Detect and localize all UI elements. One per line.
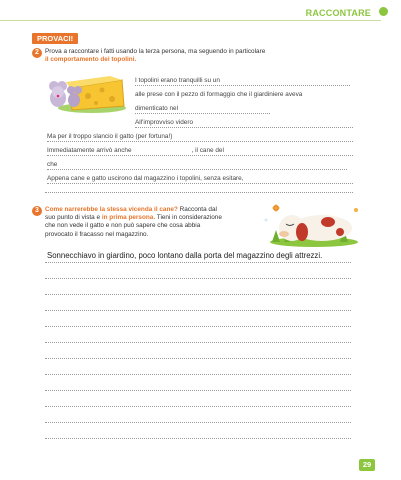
answer-line-11[interactable]: [45, 422, 351, 423]
exercise-3-number: 3: [32, 206, 42, 216]
section-title: RACCONTARE: [305, 8, 371, 18]
header-dot-icon: [379, 7, 388, 16]
exercise-2-instruction: [45, 48, 365, 64]
answer-line-9[interactable]: [45, 390, 351, 391]
exercise-3-instruction: Come narrerebbe la stessa vicenda il cane? Racconta dal suo punto di vista e in prima persona. Tieni in considerazione che non vede il gatto e non può sapere che cosa abbia provocato il fracasso nel magazzino.: [45, 206, 222, 238]
text-line-3: dimenticato nel: [135, 104, 270, 114]
answer-line-7[interactable]: [45, 358, 351, 359]
answer-line-1[interactable]: [45, 262, 351, 263]
answer-line-10[interactable]: [45, 406, 351, 407]
sleeping-dog-illustration: [262, 200, 362, 248]
exercise-2-number: 2: [32, 48, 42, 58]
provaci-badge: PROVACI!: [32, 33, 78, 44]
text-line-2: alle prese con il pezzo di formaggio che il giardiniere aveva: [135, 91, 303, 98]
answer-line-4[interactable]: [45, 310, 351, 311]
answer-line-6[interactable]: [45, 342, 351, 343]
text-line-4: All'improvviso videro: [135, 118, 353, 128]
answer-first-line: Sonnecchiavo in giardino, poco lontano dalla porta del magazzino degli attrezzi.: [47, 251, 323, 260]
text-line-8: Appena cane e gatto uscirono dal magazzino i topolini, senza esitare,: [47, 174, 353, 184]
answer-line-8[interactable]: [45, 374, 351, 375]
mice-cheese-illustration: [40, 68, 130, 114]
text-line-5: Ma per il troppo slancio il gatto (per fortuna!): [47, 132, 353, 142]
answer-line-5[interactable]: [45, 326, 351, 327]
instruction-line-2: il comportamento dei topolini.: [45, 56, 137, 64]
instruction-line-1: Prova a raccontare i fatti usando la terza persona, ma seguendo in particolare: [45, 48, 266, 55]
page-number: 29: [359, 459, 375, 471]
answer-line-12[interactable]: [45, 438, 351, 439]
blank-line: [45, 192, 353, 193]
text-line-1: I topolini erano tranquilli su un: [135, 76, 350, 86]
answer-line-2[interactable]: [45, 278, 351, 279]
header-rule: [0, 20, 381, 21]
text-line-7: che: [47, 160, 347, 170]
answer-line-3[interactable]: [45, 294, 351, 295]
text-line-6: Immediatamente arrivò anche , il cane del: [47, 146, 353, 156]
